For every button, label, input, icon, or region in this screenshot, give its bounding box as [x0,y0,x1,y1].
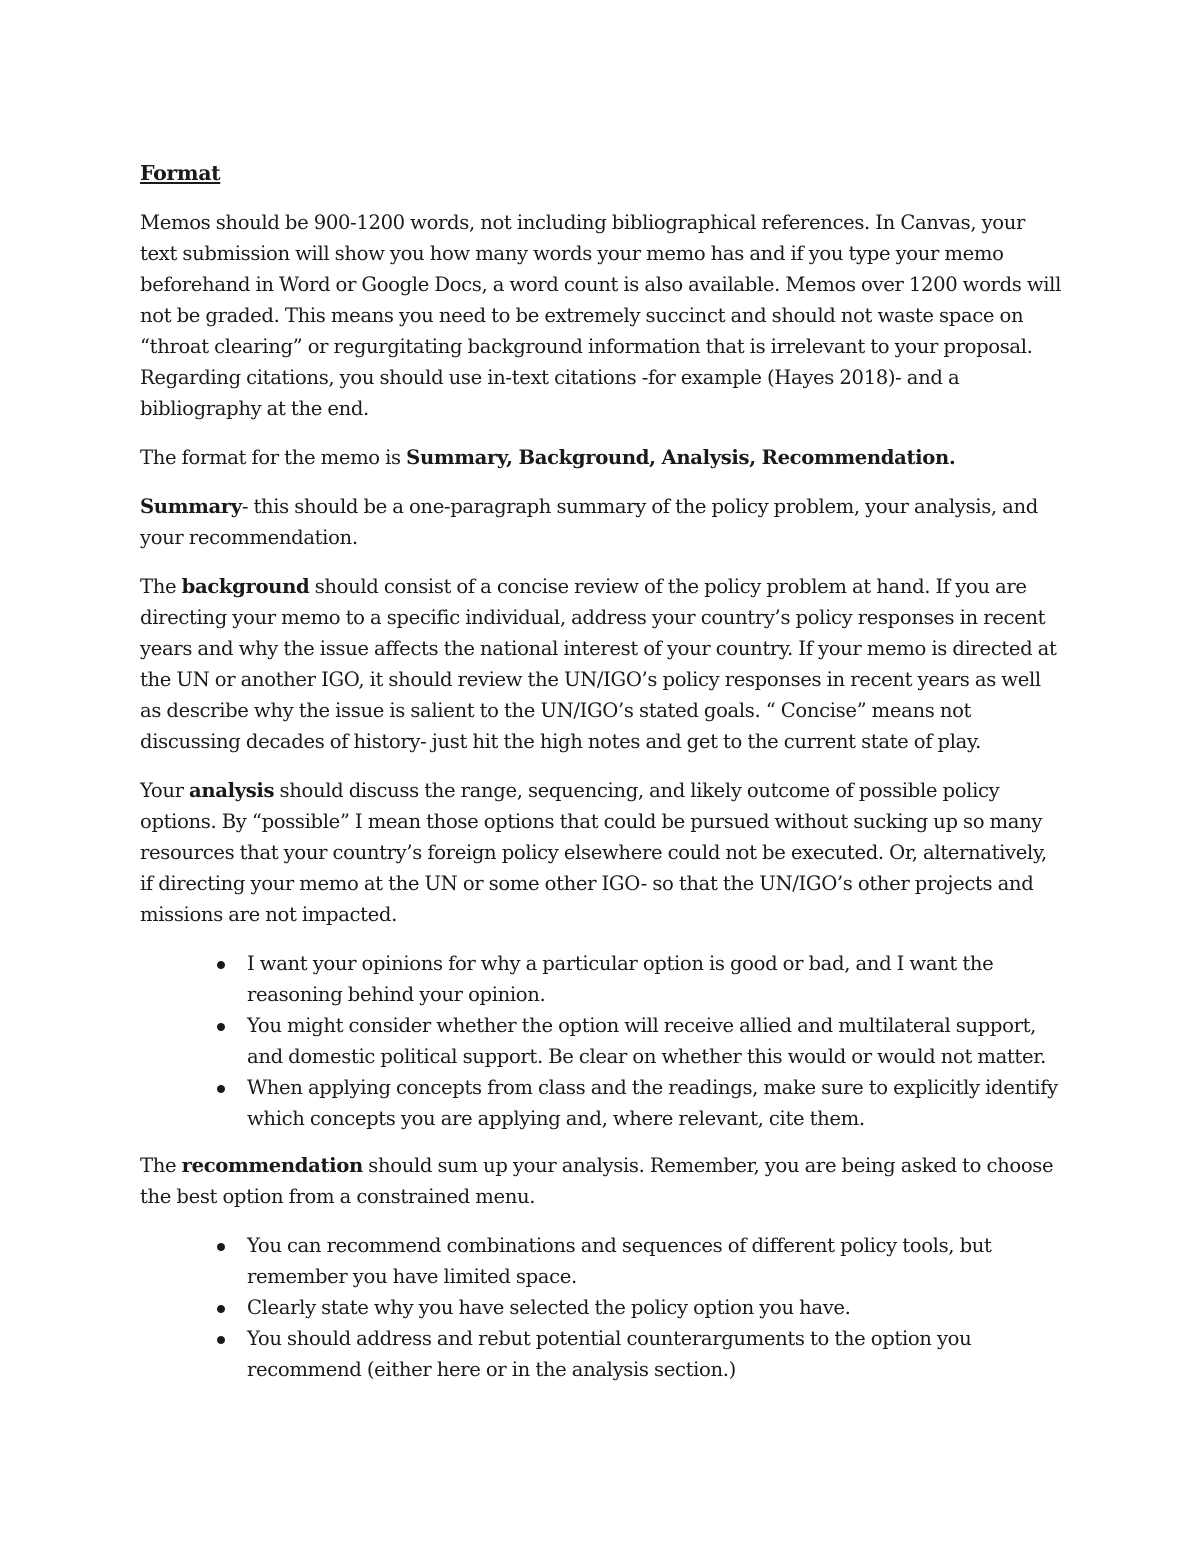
list-item [247,1010,1065,1072]
bullet-icon [217,1243,225,1251]
bullet-icon [217,961,225,969]
list-item [247,1230,1065,1292]
format-paragraph [140,442,1065,473]
length-paragraph: Memos should be 900-1200 words, not including bibliographical references. In Canvas, your text submission will show you how many words your memo has and if you type your memo beforehand in Word or Google Docs, a word count is also available. Memos over 1200 words will not be graded. This means you need to be extremely succinct and should not waste space on “throat clearing” or regurgitating background information that is irrelevant to your proposal. Regarding citations, you should use in-text citations -for example (Hayes 2018)- and a bibliography at the end. [140,211,1062,420]
document-page [140,158,1065,1401]
recommendation-text: should sum up your analysis. Remember, you are being asked to choose the best option from a constrained menu. [140,1154,1054,1208]
list-item-text: You should address and rebut potential counterarguments to the option you recommend (either here or in the analysis section.) [247,1327,972,1381]
analysis-paragraph [140,775,1065,930]
list-item-text: When applying concepts from class and the readings, make sure to explicitly identify which concepts you are applying and, where relevant, cite them. [247,1076,1058,1130]
analysis-prefix: Your [140,779,189,802]
summary-paragraph [140,491,1065,553]
bullet-icon [217,1085,225,1093]
list-item [247,1072,1065,1134]
background-prefix: The [140,575,182,598]
bullet-icon [217,1305,225,1313]
analysis-text: should discuss the range, sequencing, and likely outcome of possible policy options. By “possible” I mean those options that could be pursued without sucking up so many resources that your country’s foreign policy elsewhere could not be executed. Or, alternatively, if directing your memo at the UN or some other IGO- so that the UN/IGO’s other projects and missions are not impacted. [140,779,1047,926]
recommendation-prefix: The [140,1154,182,1177]
background-term: background [181,575,310,598]
list-item [247,1292,1065,1323]
background-text: should consist of a concise review of the policy problem at hand. If you are directing your memo to a specific individual, address your country’s policy responses in recent years and why the issue affects the national interest of your country. If your memo is directed at the UN or another IGO, it should review the UN/IGO’s policy responses in recent years as well as describe why the issue is salient to the UN/IGO’s stated goals. “ Concise” means not discussing decades of history- just hit the high notes and get to the current state of play. [140,575,1057,753]
recommendation-paragraph [140,1150,1065,1212]
bullet-icon [217,1023,225,1031]
summary-term: Summary [140,495,242,518]
bullet-icon [217,1336,225,1344]
summary-text: - this should be a one-paragraph summary of the policy problem, your analysis, and your recommendation. [140,495,1038,549]
format-prefix: The format for the memo is [140,446,407,469]
format-sections: Summary, Background, Analysis, Recommendation. [406,446,956,469]
section-heading: Format [140,161,221,185]
list-item-text: You might consider whether the option will receive allied and multilateral support, and domestic political support. Be clear on whether this would or would not matter. [247,1014,1046,1068]
recommendation-bullet-list [140,1230,1065,1385]
recommendation-term: recommendation [181,1154,363,1177]
list-item [247,948,1065,1010]
list-item-text: You can recommend combinations and sequences of different policy tools, but remember you have limited space. [247,1234,992,1288]
list-item [247,1323,1065,1385]
list-item-text: I want your opinions for why a particular option is good or bad, and I want the reasoning behind your opinion. [247,952,994,1006]
list-item-text: Clearly state why you have selected the policy option you have. [247,1296,851,1319]
analysis-bullet-list [140,948,1065,1134]
background-paragraph [140,571,1065,757]
analysis-term: analysis [189,779,275,802]
